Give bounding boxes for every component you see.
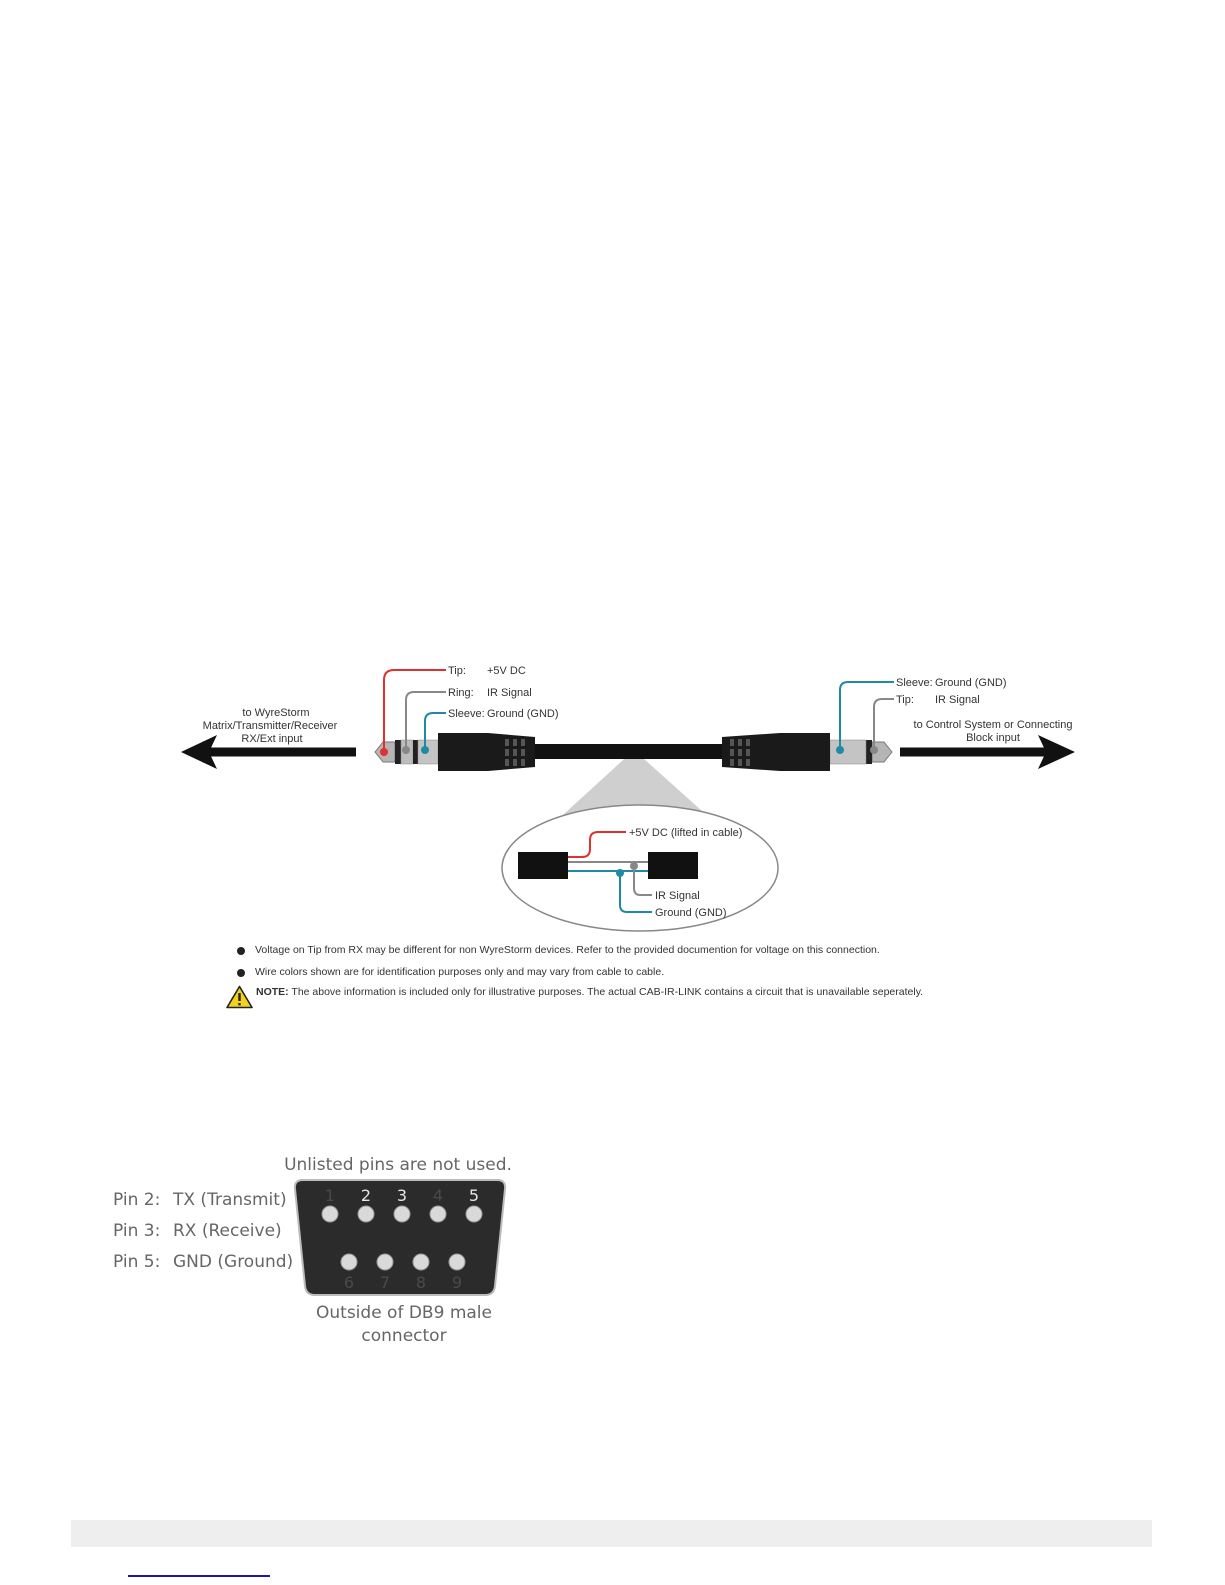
- left-destination-line-3: RX/Ext input: [241, 733, 303, 745]
- cross-section-gnd-label: Ground (GND): [655, 907, 727, 919]
- cross-section-5v-label: +5V DC (lifted in cable): [629, 827, 743, 839]
- db9-pin-number-1: 1: [324, 1186, 336, 1205]
- db9-pin-6: [341, 1254, 357, 1270]
- footer-link-underline[interactable]: [128, 1575, 270, 1577]
- left-ring-signal: IR Signal: [487, 687, 532, 699]
- note-text-2: Wire colors shown are for identification purposes only and may vary from cable to cable.: [255, 966, 665, 978]
- db9-pin-number-7: 7: [379, 1273, 391, 1292]
- right-destination-line-1: to Control System or Connecting: [913, 719, 1073, 731]
- db9-top-caption: Unlisted pins are not used.: [284, 1155, 512, 1175]
- db9-pin-5: [466, 1206, 482, 1222]
- pin-2-function: TX (Transmit): [173, 1190, 287, 1210]
- db9-pin-2: [358, 1206, 374, 1222]
- warning-label: NOTE:: [256, 986, 289, 998]
- footer-bar: [71, 1520, 1152, 1547]
- right-sleeve-part: Sleeve:: [896, 677, 933, 689]
- db9-pin-1: [322, 1206, 338, 1222]
- left-tip-signal: +5V DC: [487, 665, 526, 677]
- db9-pin-number-6: 6: [343, 1273, 355, 1292]
- right-sleeve-signal: Ground (GND): [935, 677, 1007, 689]
- pin-3-function: RX (Receive): [173, 1221, 282, 1241]
- db9-pin-7: [377, 1254, 393, 1270]
- pin-5-function: GND (Ground): [173, 1252, 294, 1272]
- right-destination-line-2: Block input: [966, 732, 1020, 744]
- pin-5-label: Pin 5:: [113, 1252, 161, 1272]
- cross-section-ir-label: IR Signal: [655, 890, 700, 902]
- db9-pin-number-5: 5: [468, 1186, 480, 1205]
- db9-pin-4: [430, 1206, 446, 1222]
- left-sleeve-part: Sleeve:: [448, 708, 485, 720]
- left-sleeve-signal: Ground (GND): [487, 708, 559, 720]
- left-tip-part: Tip:: [448, 665, 466, 677]
- db9-bottom-caption-line-2: connector: [361, 1326, 447, 1346]
- pin-3-label: Pin 3:: [113, 1221, 161, 1241]
- db9-pin-number-2: 2: [360, 1186, 372, 1205]
- right-tip-signal: IR Signal: [935, 694, 980, 706]
- warning-body: The above information is included only for illustrative purposes. The actual CAB-IR-LINK contains a circuit that is unavailable seperately.: [288, 986, 924, 998]
- pin-2-label: Pin 2:: [113, 1190, 161, 1210]
- left-destination-line-1: to WyreStorm: [242, 707, 310, 719]
- db9-bottom-caption-line-1: Outside of DB9 male: [316, 1303, 492, 1323]
- db9-pin-number-4: 4: [432, 1186, 444, 1205]
- db9-pin-number-9: 9: [451, 1273, 463, 1292]
- db9-pin-number-3: 3: [396, 1186, 408, 1205]
- db9-pin-3: [394, 1206, 410, 1222]
- right-tip-part: Tip:: [896, 694, 914, 706]
- left-destination-line-2: Matrix/Transmitter/Receiver: [202, 720, 338, 732]
- note-text-1: Voltage on Tip from RX may be different for non WyreStorm devices. Refer to the provided documention for voltage on this connection.: [255, 944, 880, 956]
- db9-pin-8: [413, 1254, 429, 1270]
- db9-pin-9: [449, 1254, 465, 1270]
- left-ring-part: Ring:: [448, 687, 474, 699]
- db9-pin-number-8: 8: [415, 1273, 427, 1292]
